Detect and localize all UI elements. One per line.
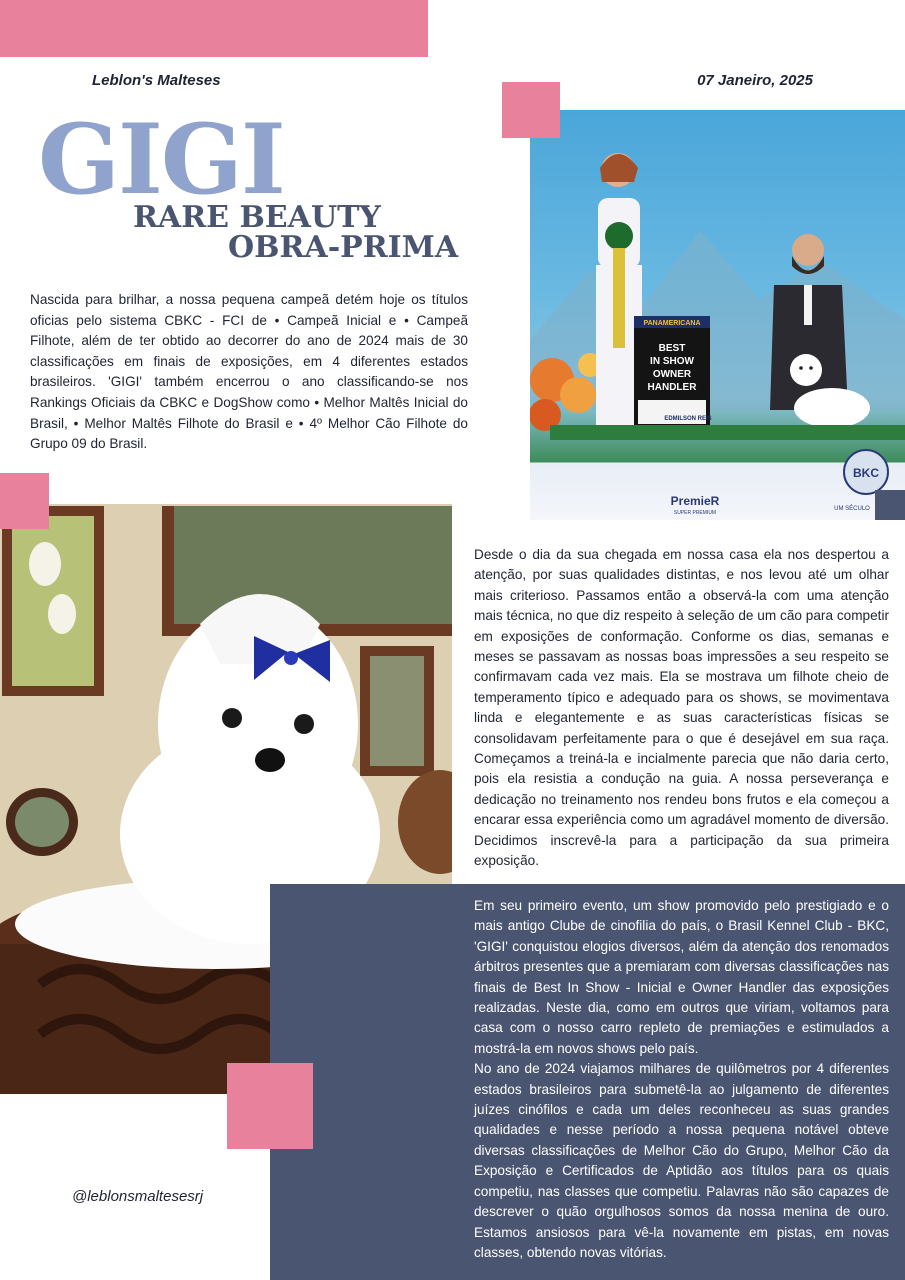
story-navy-text [474,896,889,1263]
story-paragraph-1: Desde o dia da sua chegada em nossa casa ela nos despertou a atenção, por suas qualidades distintas, e nos levou até um olhar mais criterioso. Passamos então a observá-la com uma atenção mais técnica, no que diz respeito à seleção de um cão para competir em exposições de conformação. Conforme os dias, semanas e meses se passavam as nossas boas impressões a seu respeito se confirmavam cada vez mais. Ela se mostrava um filhote cheio de temperamento típico e adequado para os shows, se movimentava linda e elegantemente e as suas características físicas se consolidavam perfeitamente para o que é desejável em sua raça. Começamos a treiná-la e incialmente parecia que não daria certo, pois ela resistia a condução na guia. A nossa perseverança e dedicação no treinamento nos rendeu bons frutos e ela começou a encarar essa experiência como um agradável momento de diversão. Decidimos inscrevê-la para a participação da sua primeira exposição. [474,547,889,869]
intro-paragraph: Nascida para brilhar, a nossa pequena campeã detém hoje os títulos oficias pelo sistema CBKC - FCI de • Campeã Inicial e • Campeã Filhote, além de ter obtido ao decorrer do ano de 2024 mais de 30 classificações em finais de exposições, em 4 diferentes estados brasileiros. 'GIGI' também encerrou o ano classificando-se nos Rankings Oficiais da CBKC e DogShow como • Melhor Maltês Inicial do Brasil, • Melhor Maltês Filhote do Brasil e • 4º Melhor Cão Filhote do Grupo 09 do Brasil. [30,292,468,452]
page-title: GIGI [38,103,284,216]
story-paragraph-3: No ano de 2024 viajamos milhares de quilômetros por 4 diferentes estados brasileiros para submetê-la ao julgamento de diferentes juízes cinófilos e cada um deles reconheceu as suas grandes qualidades e nesse período a nossa pequena notável obteve diversas classificações de Melhor Cão do Grupo, Melhor Cão da Exposição e Certificados de Aptidão aos títulos para os quais competiu, nas classes que competiu. Palavras não são capazes de descrever o quão orgulhosos somos da nossa menina de ouro. Estamos ansiosos para vê-la novamente em pistas, em novas classes, obtendo novas vitórias. [474,1061,889,1260]
top-pink-bar [0,0,428,57]
photo2-pink-accent-bottom [227,1063,313,1149]
sponsor-sub-text: SUPER PREMIUM [673,510,717,516]
photo1-pink-accent [502,82,560,138]
photo1-navy-accent [875,490,905,520]
banner-title: PANAMERICANA [643,320,701,327]
story-paragraph-2: Em seu primeiro evento, um show promovido pelo prestigiado e o mais antigo Clube de cinofilia do país, o Brasil Kennel Club - BKC, 'GIGI' conquistou elogios diversos, além da atenção dos renomados árbitros presentes que a premiaram com diversas classificações nas finais de Best In Show - Inicial e Owner Handler das exposições realizadas. Neste dia, como em outros que viriam, voltamos para casa com o nosso carro repleto de premiações e estimulados a mostrá-la em novos shows pelo país. [474,898,889,1056]
sponsor-logo-text: PremieR [670,494,720,508]
banner-line-3: OWNER [652,369,692,380]
brand-name: Leblon's Malteses [92,72,221,89]
banner-line-1: BEST [658,343,686,354]
social-handle: @leblonsmaltesesrj [72,1188,204,1205]
banner-line-2: IN SHOW [650,356,694,367]
banner-line-4: HANDLER [647,382,697,393]
issue-date: 07 Janeiro, 2025 [697,72,813,89]
bkc-logo-text: BKC [853,466,879,480]
subtitle-line-2: OBRA-PRIMA [228,230,459,265]
photo2-pink-accent [0,473,49,529]
award-photo-illustration [530,110,905,520]
banner-judge: EDMILSON REIS [664,416,712,422]
bkc-logo-sub: UM SÉCULO [834,506,870,512]
award-photo [530,110,905,520]
subtitle-line-1: RARE BEAUTY [133,200,381,235]
